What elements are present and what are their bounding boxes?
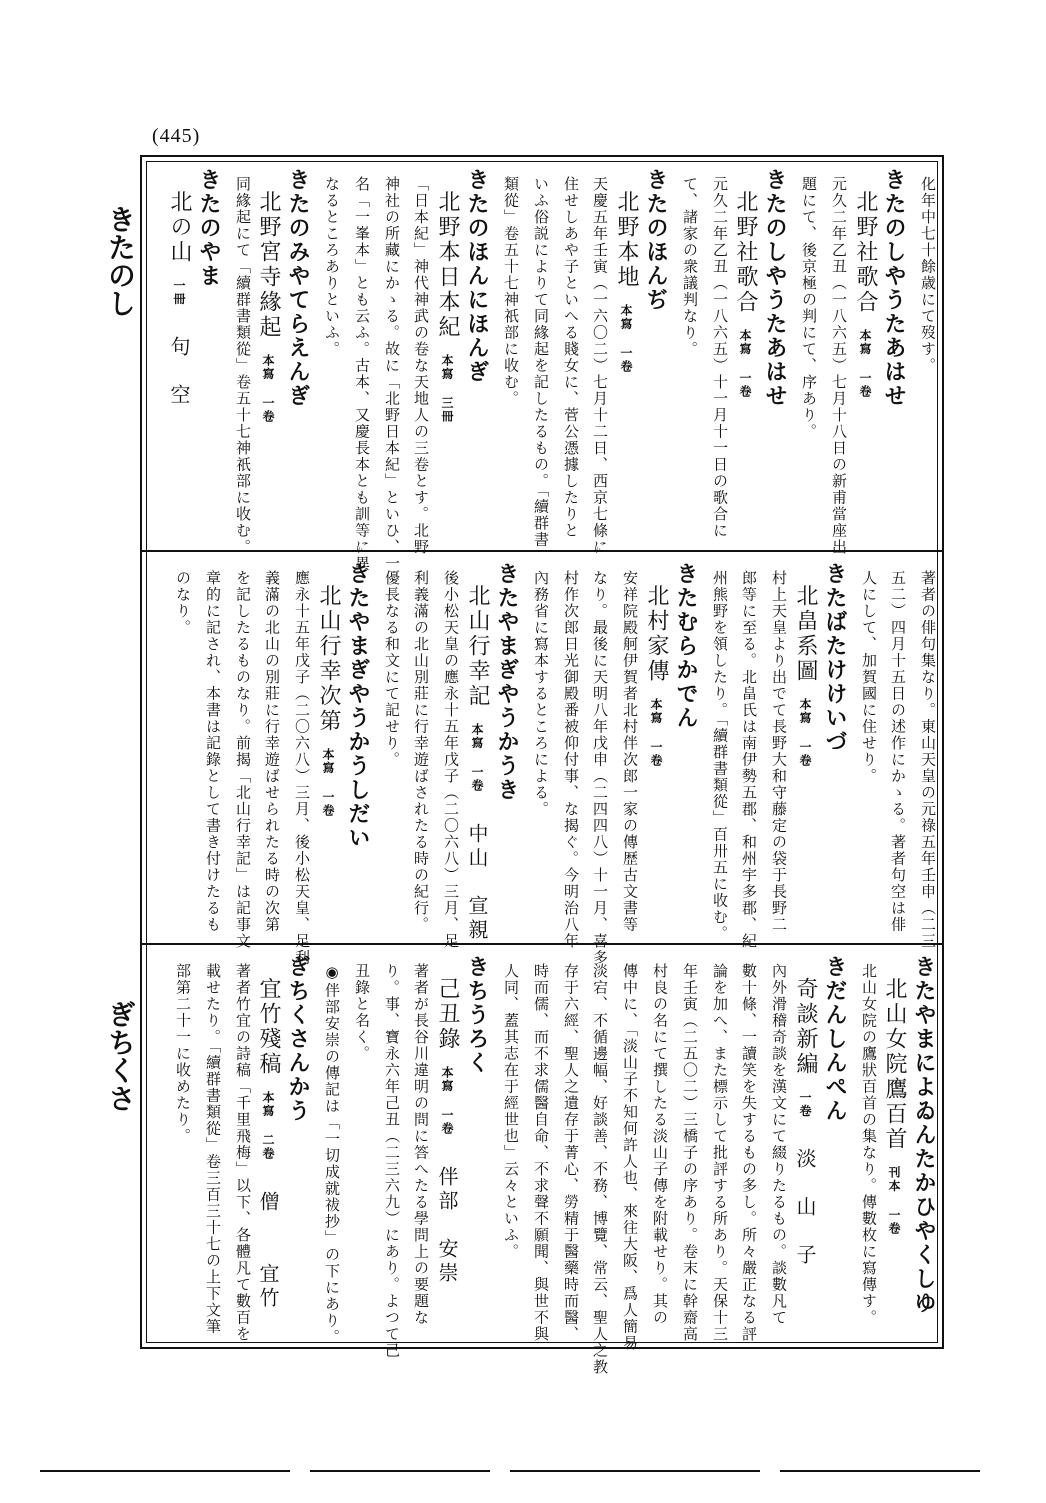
entry-text-line: 利義滿の北山別莊に行幸遊ばされたる時の紀行。 bbox=[412, 570, 430, 933]
entry-text-line: なるところありといふ。 bbox=[323, 176, 341, 358]
entry-text-line: 後小松天皇の應永十五年戊子（二〇六八）三月、足 bbox=[442, 570, 460, 950]
entry-text-line: 數十條、一讀笑を失するもの多し。所々嚴正なる評 bbox=[740, 963, 758, 1343]
entry-title-text: 北野社歌合 bbox=[853, 190, 878, 315]
entry-text-line: 題にて、後京極の判にて、序あり。 bbox=[800, 176, 818, 440]
entry-title bbox=[607, 168, 637, 374]
entry-title bbox=[726, 168, 756, 399]
entry-text-line: 時而儒、而不求儒醫自命、不求聲不願聞、與世不與 bbox=[532, 963, 550, 1343]
entry-text-line: 內外滑稽奇談を漢文にて綴りたるもの。談數凡て bbox=[770, 963, 788, 1326]
entry-reading: きだんしんぺん bbox=[822, 955, 848, 1123]
entry-text-line: 「日本紀」神代神武の卷な天地人の三卷とす。北野 bbox=[412, 176, 430, 556]
entry-title-text: 北の山 bbox=[167, 190, 192, 265]
entry-text-line: ◉伴部安崇の傳記は「一切成就祓抄」の下にあり。 bbox=[323, 963, 341, 1346]
entry-text-line: 村上天皇より出でて長野大和守藤定の袋于長野二 bbox=[770, 570, 788, 933]
entry-annotation: 本寫 一卷 bbox=[858, 329, 872, 399]
entry-title bbox=[458, 562, 488, 943]
entry-title bbox=[249, 955, 279, 1311]
entry-title bbox=[160, 168, 190, 408]
entry-text-line: 北山女院の鷹狀百首の集なり。傳數枚に寫傳す。 bbox=[860, 963, 878, 1326]
entry-text-line: 人にして、加賀國に住せり。 bbox=[860, 570, 878, 785]
entry-title-text: 北野本日本紀 bbox=[435, 190, 460, 340]
entry-annotation: 本寫 三冊 bbox=[440, 354, 454, 424]
running-head-bottom: ぎちくさ bbox=[104, 1000, 137, 1112]
entry-annotation: 刊本 一卷 bbox=[887, 1166, 901, 1236]
entry-annotation: 一卷 bbox=[798, 1091, 812, 1118]
entry-text-line: 部第二十一に收めたり。 bbox=[174, 963, 192, 1145]
entry-author: 句 空 bbox=[167, 336, 191, 408]
entry-title-text: 北山行幸次第 bbox=[316, 584, 341, 734]
entry-text-line: いふ俗説によりて同緣起を記したるもの。「續群書 bbox=[532, 176, 550, 548]
entry-text-line: 住せしあや子といへる賤女に、菅公憑據したりと bbox=[562, 176, 580, 539]
entry-reading: きたのしやうたあはせ bbox=[762, 168, 788, 408]
entry-text-line: 村作次郎日光御殿番被仰付事、な揭ぐ。今明治八年 bbox=[562, 570, 580, 950]
entry-text-line: 應永十五年戊子（二〇六八）三月、後小松天皇、足利 bbox=[293, 570, 311, 966]
entry-title bbox=[786, 562, 816, 768]
entry-reading: きたのみやてらえんぎ bbox=[285, 168, 311, 408]
entry-title-text: 宜竹殘稿 bbox=[256, 977, 281, 1077]
entry-text-line: のなり。 bbox=[174, 570, 192, 636]
entry-text-line: 章的に記され、本書は記錄として書き付けたるも bbox=[204, 570, 222, 933]
entry-annotation: 本寫 一卷 bbox=[798, 698, 812, 768]
entry-title bbox=[309, 562, 339, 818]
entry-title bbox=[637, 562, 667, 768]
entry-text-line: 存于六經、聖人之遺存于菁心、勞精于醫藥時而醫、 bbox=[562, 963, 580, 1343]
entry-title-text: 己丑錄 bbox=[435, 977, 460, 1052]
entry-text-line: 元久二年乙丑（一八六五）十一月十一日の歌合に bbox=[711, 176, 729, 539]
entry-text-line: 人同、蓋其志在于經世也」云々といふ。 bbox=[502, 963, 520, 1260]
entry-text-line: 傳中に、「淡山子不知何許人也、來往大阪、爲人簡易 bbox=[621, 963, 639, 1352]
entry-text-line: 郎等に至る。北畠氏は南伊勢五郡、和州宇多郡、紀 bbox=[740, 570, 758, 950]
entry-text-line: 內務省に寫本するところによる。 bbox=[532, 570, 550, 818]
entry-text-line: 神社の所藏にかゝる。故に「北野日本紀」といひ、一 bbox=[383, 176, 401, 572]
section-top bbox=[150, 168, 937, 572]
entry-title-text: 北山行幸記 bbox=[465, 584, 490, 709]
entry-reading: きたのやま bbox=[196, 168, 222, 288]
entry-author: 中山 宣親 bbox=[465, 822, 489, 943]
entry-annotation: 本寫 一卷 bbox=[738, 329, 752, 399]
entry-reading: ぎちくさんかう bbox=[285, 955, 311, 1123]
entry-author: 僧 宜竹 bbox=[256, 1190, 280, 1311]
entry-text-line: 淡宕、不循邊幅、好談善、不務、博覽、常云、聖人之教 bbox=[591, 963, 609, 1376]
entry-annotation: 本寫 一卷 bbox=[440, 1066, 454, 1136]
entry-text-line: り。事、寶永六年己丑（二三六九）にあり。よつて己 bbox=[383, 963, 401, 1359]
entry-text-line: 丑錄と名く。 bbox=[353, 963, 371, 1062]
section-middle bbox=[150, 562, 937, 966]
entry-text-line: 村良の名にて撰したる淡山子傳を附載せり。其の bbox=[651, 963, 669, 1326]
entry-title-text: 北村家傳 bbox=[644, 584, 669, 684]
running-head-top: きたのし bbox=[104, 205, 137, 317]
entry-reading: きちうろく bbox=[464, 955, 490, 1075]
entry-reading: きたやまぎやうかうしだい bbox=[345, 562, 371, 850]
entry-title-text: 北野宮寺緣起 bbox=[256, 190, 281, 340]
entry-author: 伴部 安崇 bbox=[435, 1165, 459, 1286]
entry-title-text: 奇談新編 bbox=[793, 977, 818, 1077]
entry-text-line: 天慶五年壬寅（一六〇二）七月十二日、西京七條に bbox=[591, 176, 609, 556]
entry-text-line: 五二）四月十五日の述作にかゝる。著者句空は俳 bbox=[889, 570, 907, 933]
entry-text-line: 年壬寅（二五〇二）三橋子の序あり。卷末に幹齋高 bbox=[681, 963, 699, 1343]
entry-annotation: 本寫 二卷 bbox=[261, 1091, 275, 1161]
entry-reading: きたやまによゐんたかひやくしゆ bbox=[911, 955, 937, 1315]
entry-text-line: 元久二年乙丑（一八六五）七月十八日の新甫當座出 bbox=[830, 176, 848, 556]
entry-title bbox=[875, 955, 905, 1236]
entry-reading: きたのほんにほんぎ bbox=[464, 168, 490, 384]
entry-title-text: 北野本地 bbox=[614, 190, 639, 290]
section-bottom bbox=[150, 955, 937, 1376]
entry-text-line: 著者が長谷川違明の問に答へたる學問上の要題な bbox=[412, 963, 430, 1326]
entry-annotation: 本寫 一卷 bbox=[470, 723, 484, 793]
entry-annotation: 本寫 一卷 bbox=[261, 354, 275, 424]
entry-reading: きたのしやうたあはせ bbox=[881, 168, 907, 408]
entry-text-line: 著者の俳句集なり。東山天皇の元祿五年壬申（二三 bbox=[919, 570, 937, 950]
entry-text-line: 州熊野を領したり。「續群書類從」百卅五に收む。 bbox=[711, 570, 729, 942]
entry-reading: きたやまぎやうかうき bbox=[494, 562, 520, 802]
entry-annotation: 本寫 一卷 bbox=[649, 698, 663, 768]
section-divider-bottom bbox=[140, 943, 944, 945]
entry-text-line: 著者竹宜の詩稿「千里飛梅」以下、各體凡て數百を bbox=[234, 963, 252, 1343]
entry-title bbox=[846, 168, 876, 399]
entry-text-line: て、諸家の衆議判なり。 bbox=[681, 176, 699, 358]
entry-annotation: 本寫 一卷 bbox=[619, 304, 633, 374]
entry-text-line: 化年中七十餘歳にて歿す。 bbox=[919, 176, 937, 374]
entry-text-line: 類從」卷五十七神祇部に收む。 bbox=[502, 176, 520, 407]
entry-title bbox=[249, 168, 279, 424]
entry-title bbox=[428, 955, 458, 1286]
bottom-rule bbox=[40, 1470, 290, 1472]
entry-text-line: 義滿の北山の別莊に行幸遊ばせられたる時の次第 bbox=[263, 570, 281, 933]
entry-text-line: なり。最後に天明八年戊申（二四四八）十一月、喜多 bbox=[591, 570, 609, 966]
entry-text-line: 名「一峯本」とも云ふ。古本、又慶長本とも訓等に異 bbox=[353, 176, 371, 572]
entry-reading: きたばたけけいづ bbox=[822, 562, 848, 754]
entry-text-line: 同緣起にて「續群書類從」卷五十七神祇部に收む。 bbox=[234, 176, 252, 556]
entry-text-line: 安祥院殿舸伊賀者北村伴次郎一家の傳歴古文書等 bbox=[621, 570, 639, 933]
entry-text-line: を記したるものなり。前揭「北山行幸記」は記事文 bbox=[234, 570, 252, 950]
entry-title-text: 北畠系圖 bbox=[793, 584, 818, 684]
page-number: (445) bbox=[152, 125, 201, 147]
bottom-rule bbox=[780, 1470, 980, 1472]
entry-reading: きたむらかでん bbox=[673, 562, 699, 730]
entry-annotation: 本寫 一卷 bbox=[321, 748, 335, 818]
entry-title bbox=[786, 955, 816, 1268]
entry-text-line: 載せたり。「續群書類從」卷三百三十七の上下文筆 bbox=[204, 963, 222, 1335]
entry-author: 淡 山 子 bbox=[793, 1148, 817, 1268]
bottom-rule bbox=[510, 1470, 760, 1472]
entry-title-text: 北山女院鷹百首 bbox=[882, 977, 907, 1152]
entry-reading: きたのほんぢ bbox=[643, 168, 669, 312]
entry-text-line: 優長なる和文にて記せり。 bbox=[383, 570, 401, 768]
entry-title-text: 北野社歌合 bbox=[733, 190, 758, 315]
bottom-rule bbox=[310, 1470, 490, 1472]
entry-text-line: 論を加へ、また標示して批評する所あり。天保十三 bbox=[711, 963, 729, 1343]
entry-annotation: 一冊 bbox=[172, 279, 186, 306]
entry-title bbox=[428, 168, 458, 424]
